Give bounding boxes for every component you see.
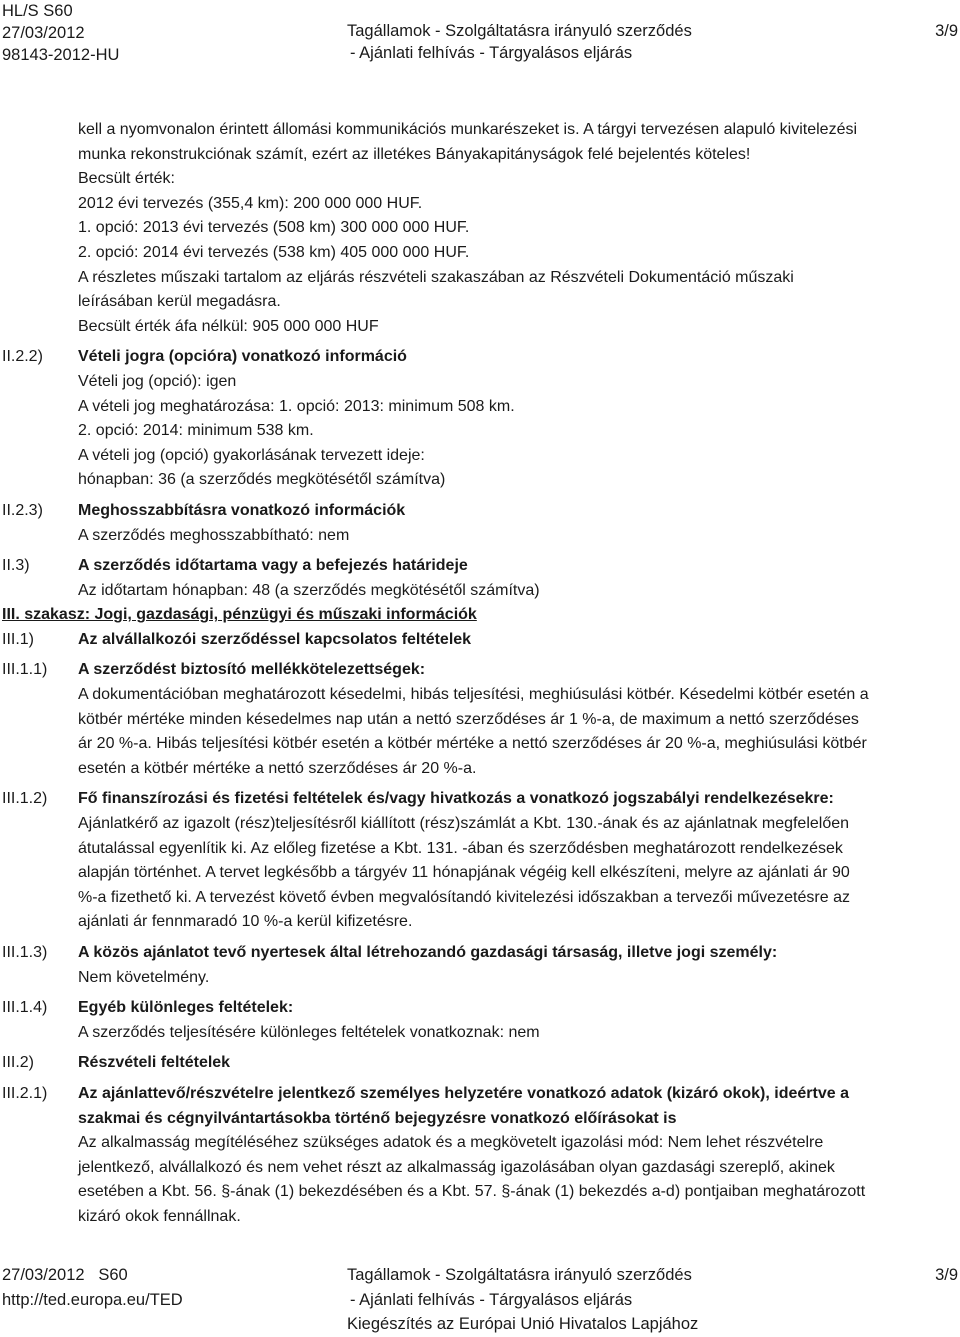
intro-line: 1. opció: 2013 évi tervezés (508 km) 300 000 000 HUF. (78, 219, 470, 237)
footer-title-line-3: Kiegészítés az Európai Unió Hivatalos Lapjához (347, 1315, 699, 1333)
footer-left (2, 1263, 183, 1312)
header-left (2, 0, 119, 66)
section-number: III.1.1) (2, 661, 48, 679)
page-header (2, 0, 958, 70)
section-line: Az alkalmasság megítéléséhez szükséges adatok és a megkövetelt igazolási mód: Nem lehet részvételre (78, 1134, 824, 1152)
section-line: Nem követelmény. (78, 968, 210, 986)
section-line: A szerződés meghosszabbítható: nem (78, 526, 350, 544)
section-iii-1-3 (0, 941, 960, 990)
header-page-number: 3/9 (935, 22, 958, 40)
intro-line: 2012 évi tervezés (355,4 km): 200 000 000 HUF. (78, 194, 423, 212)
intro-line: Becsült érték áfa nélkül: 905 000 000 HUF (78, 317, 379, 335)
header-date: 27/03/2012 (2, 24, 85, 42)
section-title: A szerződés időtartama vagy a befejezés határideje (78, 557, 468, 575)
section-number: II.3) (2, 557, 30, 575)
header-title-line-1: Tagállamok - Szolgáltatásra irányuló szerződés (347, 22, 692, 40)
header-notice-number: 98143-2012-HU (2, 46, 120, 64)
section-line: Vételi jog (opció): igen (78, 372, 237, 390)
part-iii-title: III. szakasz: Jogi, gazdasági, pénzügyi és műszaki információk (2, 606, 477, 624)
section-line: 2. opció: 2014: minimum 538 km. (78, 422, 314, 440)
section-title: Meghosszabbításra vonatkozó információk (78, 501, 406, 519)
section-title: A közös ajánlatot tevő nyertesek által létrehozandó gazdasági társaság, illetve jogi személy: (78, 944, 778, 961)
section-title: Az alvállalkozói szerződéssel kapcsolatos feltételek (78, 630, 472, 648)
section-number: III.2) (2, 1054, 35, 1072)
section-number: III.1.3) (2, 944, 48, 961)
header-center (347, 20, 747, 64)
footer-title-line-2: - Ajánlati felhívás - Tárgyalásos eljárás (350, 1290, 633, 1309)
section-line: %-a fizethető ki. A tervezést követő évben megvalósítandó kivitelezési időszakban a tervezői művezetésre az (78, 888, 850, 906)
section-iii-1-4 (0, 996, 960, 1045)
section-iii-1 (0, 628, 960, 653)
section-line: ajánlati ár fennmaradó 10 %-a kerül kifizetésre. (78, 913, 413, 931)
section-iii-1-2 (0, 787, 960, 935)
intro-line: munka rekonstrukciónak számít, ezért az illetékes Bányakapitányságok felé bejelentés köteles! (78, 145, 751, 163)
intro-line: leírásában kerül megadásra. (78, 293, 281, 311)
section-title: A szerződést biztosító mellékkötelezettségek: (78, 661, 426, 679)
intro-line: A részletes műszaki tartalom az eljárás részvételi szakaszában az Részvételi Dokumentáció műszaki (78, 268, 794, 286)
footer-title-line-1: Tagállamok - Szolgáltatásra irányuló szerződés (347, 1266, 692, 1284)
section-ii-3 (0, 554, 960, 603)
footer-series: S60 (98, 1266, 128, 1284)
section-iii-1-1 (0, 658, 960, 781)
section-iii-2 (0, 1051, 960, 1076)
document-body (0, 118, 960, 1230)
section-line: hónapban: 36 (a szerződés megkötésétől számítva) (78, 471, 446, 489)
section-title: Fő finanszírozási és fizetési feltételek és/vagy hivatkozás a vonatkozó jogszabályi rendelkezésekre: (78, 790, 834, 808)
section-iii-2-1 (0, 1082, 960, 1230)
footer-ted-link[interactable]: http://ted.europa.eu/TED (2, 1290, 183, 1309)
section-line: ár 20 %-a. Hibás teljesítési kötbér esetén a kötbér mértéke a nettó szerződéses ár 20 %-a, meghiúsulási kötbér (78, 735, 867, 753)
section-line: Ajánlatkérő az igazolt (rész)teljesítésről kiállított (rész)számlát a Kbt. 130.-ának és az ajánlatnak megfelelően (78, 815, 850, 833)
intro-block (0, 118, 960, 339)
section-line: A vételi jog meghatározása: 1. opció: 2013: minimum 508 km. (78, 397, 515, 415)
section-line: esetében a Kbt. 56. §-ának (1) bekezdésében és a Kbt. 57. §-ának (1) bekezdés a-d) pontjaiban meghatározott (78, 1183, 866, 1201)
section-number: III.1) (2, 630, 35, 648)
section-line: kötbér mértéke minden késedelmes nap után a nettó szerződéses ár 1 %-a, de maximum a nettó szerződéses (78, 710, 859, 728)
section-line: Az időtartam hónapban: 48 (a szerződés megkötésétől számítva) (78, 581, 540, 599)
section-title: Részvételi feltételek (78, 1054, 231, 1072)
header-journal-id: HL/S S60 (2, 2, 73, 20)
section-number: III.1.4) (2, 999, 48, 1017)
section-line: jelentkező, alvállalkozó és nem vehet részt az alkalmasság igazolásában olyan gazdasági szereplő, akinek (78, 1158, 835, 1176)
header-title-line-2: - Ajánlati felhívás - Tárgyalásos eljárás (350, 44, 633, 62)
section-line: A dokumentációban meghatározott késedelmi, hibás teljesítési, meghiúsulási kötbér. Késedelmi kötbér esetén a (78, 686, 869, 704)
intro-line: kell a nyomvonalon érintett állomási kommunikációs munkarészeket is. A tárgyi tervezésen alapuló kivitelezési (78, 121, 858, 138)
section-ii-2-2 (0, 345, 960, 493)
section-line: esetén a kötbér mértéke a nettó szerződéses ár 20 %-a. (78, 759, 477, 777)
footer-date: 27/03/2012 (2, 1266, 85, 1284)
intro-line: Becsült érték: (78, 170, 175, 188)
footer-page-number: 3/9 (935, 1266, 958, 1284)
section-number: III.2.1) (2, 1084, 48, 1102)
footer-center (347, 1263, 767, 1337)
section-number: II.2.2) (2, 348, 43, 366)
section-line: alapján történhet. A tervet legkésőbb a tárgyév 11 hónapjának végéig kell elkészíteni, melyre az ajánlati ár 90 (78, 864, 850, 882)
section-title: Vételi jogra (opcióra) vonatkozó információ (78, 348, 407, 366)
intro-line: 2. opció: 2014 évi tervezés (538 km) 405 000 000 HUF. (78, 243, 470, 261)
section-title: szakmai és cégnyilvántartásokba történő bejegyzésre vonatkozó előírásokat is (78, 1109, 677, 1127)
section-line: A vételi jog (opció) gyakorlásának tervezett ideje: (78, 446, 425, 464)
section-number: III.1.2) (2, 790, 48, 808)
section-title: Egyéb különleges feltételek: (78, 999, 294, 1017)
section-line: átutalással egyenlítik ki. Az előleg fizetése a Kbt. 131. -ában és szerződésben meghatározott rendelkezések (78, 839, 843, 857)
section-line: A szerződés teljesítésére különleges feltételek vonatkoznak: nem (78, 1023, 540, 1041)
section-ii-2-3 (0, 499, 960, 548)
section-number: II.2.3) (2, 501, 43, 519)
section-line: kizáró okok fennállnak. (78, 1207, 241, 1225)
section-title: Az ajánlattevő/részvételre jelentkező személyes helyzetére vonatkozó adatok (kizáró okok), ideértve a (78, 1084, 849, 1102)
